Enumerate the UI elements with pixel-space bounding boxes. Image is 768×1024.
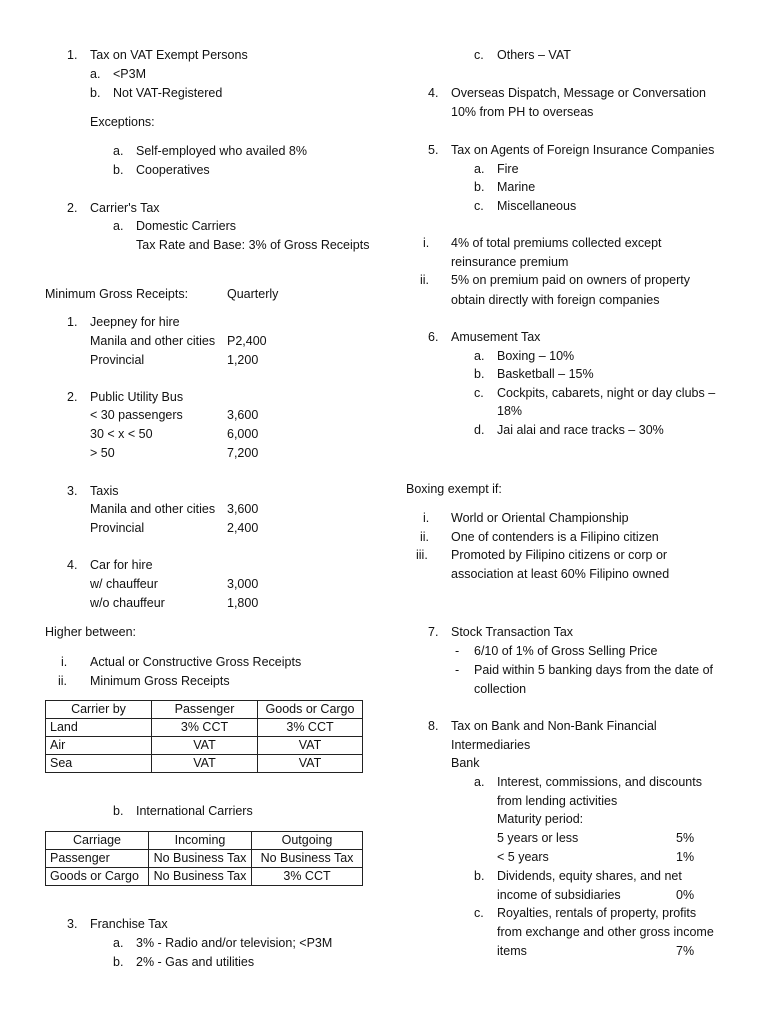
- list-marker: c.: [474, 48, 484, 62]
- section-heading-carriers-tax: Carrier's Tax: [90, 201, 160, 215]
- list-item: Dividends, equity shares, and net: [497, 869, 682, 883]
- list-marker: 1.: [67, 315, 78, 329]
- list-marker: 6.: [428, 330, 439, 344]
- rate-label: Manila and other cities: [90, 334, 216, 348]
- list-marker: a.: [113, 219, 124, 233]
- list-marker: b.: [474, 869, 485, 883]
- list-item: Miscellaneous: [497, 199, 577, 213]
- table-header-row: [46, 832, 363, 850]
- list-item: Self-employed who availed 8%: [136, 144, 307, 158]
- table-header-cell: Passenger: [152, 701, 258, 719]
- rate-value: 3,600: [227, 408, 259, 422]
- list-marker: 3.: [67, 484, 78, 498]
- list-marker: c.: [474, 906, 484, 920]
- list-marker: i.: [423, 511, 430, 525]
- table-header-cell: Incoming: [149, 832, 252, 850]
- section-heading-vat-exempt: Tax on VAT Exempt Persons: [90, 48, 248, 62]
- period-label: Quarterly: [227, 287, 279, 301]
- list-marker: b.: [474, 367, 485, 381]
- list-item: Others – VAT: [497, 48, 571, 62]
- table-cell: Air: [46, 737, 152, 755]
- vehicle-heading: Public Utility Bus: [90, 390, 184, 404]
- table-cell: VAT: [258, 737, 363, 755]
- list-item: World or Oriental Championship: [451, 511, 629, 525]
- list-item: Royalties, rentals of property, profits: [497, 906, 697, 920]
- table-header-cell: Goods or Cargo: [258, 701, 363, 719]
- rate-value: 7,200: [227, 446, 259, 460]
- list-item: 4% of total premiums collected except: [451, 236, 662, 250]
- vehicle-heading: Car for hire: [90, 558, 153, 572]
- list-marker: b.: [113, 955, 124, 969]
- rate-value: 3,600: [227, 502, 259, 516]
- rate-label: < 30 passengers: [90, 408, 183, 422]
- list-marker: ii.: [420, 530, 430, 544]
- bank-subheading: Bank: [451, 756, 480, 770]
- table-row: [46, 737, 363, 755]
- list-marker: d.: [474, 423, 485, 437]
- rate-value: 2,400: [227, 521, 259, 535]
- list-item: Actual or Constructive Gross Receipts: [90, 655, 302, 669]
- section-heading-amusement-tax: Amusement Tax: [451, 330, 541, 344]
- table-row: [46, 850, 363, 868]
- section-heading-overseas: Overseas Dispatch, Message or Conversation: [451, 86, 706, 100]
- list-item: <P3M: [113, 67, 147, 81]
- list-item: Interest, commissions, and discounts: [497, 775, 702, 789]
- list-marker: iii.: [416, 548, 428, 562]
- list-marker: 2.: [67, 201, 78, 215]
- list-marker: c.: [474, 386, 484, 400]
- section-heading-bank-tax: Tax on Bank and Non-Bank Financial: [451, 719, 657, 733]
- list-marker: 4.: [67, 558, 78, 572]
- table-header-cell: Carrier by: [46, 701, 152, 719]
- list-item-continued: collection: [474, 682, 527, 696]
- list-item: One of contenders is a Filipino citizen: [451, 530, 659, 544]
- list-marker: a.: [474, 775, 485, 789]
- table-cell: VAT: [152, 755, 258, 773]
- vehicle-heading: Jeepney for hire: [90, 315, 180, 329]
- vehicle-heading: Taxis: [90, 484, 119, 498]
- list-item-continued: obtain directly with foreign companies: [451, 293, 660, 307]
- table-row: [46, 755, 363, 773]
- list-marker: a.: [474, 162, 485, 176]
- minimum-gross-receipts-label: Minimum Gross Receipts:: [45, 287, 189, 301]
- table-header-row: [46, 701, 363, 719]
- list-item: Jai alai and race tracks – 30%: [497, 423, 664, 437]
- table-cell: No Business Tax: [149, 850, 252, 868]
- table-header-cell: Carriage: [46, 832, 149, 850]
- rate-label: w/o chauffeur: [90, 596, 165, 610]
- table-row: [46, 719, 363, 737]
- list-item: 3% - Radio and/or television; <P3M: [136, 936, 333, 950]
- table-cell: No Business Tax: [149, 868, 252, 886]
- list-item-continued: from exchange and other gross income: [497, 925, 714, 939]
- maturity-label: Maturity period:: [497, 812, 584, 826]
- list-item: Marine: [497, 180, 536, 194]
- table-cell: VAT: [258, 755, 363, 773]
- list-item-continued: income of subsidiaries: [497, 888, 621, 902]
- list-item: Not VAT-Registered: [113, 86, 223, 100]
- list-item: Promoted by Filipino citizens or corp or: [451, 548, 668, 562]
- list-item: Basketball – 15%: [497, 367, 594, 381]
- rate-label: 5 years or less: [497, 831, 579, 845]
- list-item: Paid within 5 banking days from the date of: [474, 663, 714, 677]
- list-marker: a.: [113, 936, 124, 950]
- tax-rate-text: Tax Rate and Base: 3% of Gross Receipts: [136, 238, 370, 252]
- exceptions-heading: Exceptions:: [90, 115, 155, 129]
- tax-rate-text: 10% from PH to overseas: [451, 105, 594, 119]
- list-marker: 4.: [428, 86, 439, 100]
- table-cell: 3% CCT: [252, 868, 363, 886]
- section-heading-franchise-tax: Franchise Tax: [90, 917, 168, 931]
- rate-value: 5%: [676, 831, 695, 845]
- list-marker: 3.: [67, 917, 78, 931]
- section-heading-foreign-insurance: Tax on Agents of Foreign Insurance Companies: [451, 143, 715, 157]
- list-marker: b.: [90, 86, 101, 100]
- list-item: Domestic Carriers: [136, 219, 237, 233]
- list-marker: ii.: [58, 674, 68, 688]
- rate-label: Provincial: [90, 353, 145, 367]
- domestic-carrier-table: [45, 700, 363, 773]
- section-heading-continued: Intermediaries: [451, 738, 531, 752]
- table-cell: 3% CCT: [258, 719, 363, 737]
- list-item: Fire: [497, 162, 519, 176]
- list-marker: 8.: [428, 719, 439, 733]
- table-cell: Sea: [46, 755, 152, 773]
- list-item: Cooperatives: [136, 163, 210, 177]
- list-item-continued: 18%: [497, 404, 523, 418]
- list-item: International Carriers: [136, 804, 253, 818]
- rate-value: P2,400: [227, 334, 267, 348]
- table-cell: Passenger: [46, 850, 149, 868]
- rate-value: 6,000: [227, 427, 259, 441]
- list-marker: b.: [113, 163, 124, 177]
- list-marker: 5.: [428, 143, 439, 157]
- higher-between-label: Higher between:: [45, 625, 137, 639]
- rate-value: 1,800: [227, 596, 259, 610]
- list-marker: ii.: [420, 273, 430, 287]
- list-item: 2% - Gas and utilities: [136, 955, 255, 969]
- rate-value: 1%: [676, 850, 695, 864]
- list-marker: 2.: [67, 390, 78, 404]
- rate-label: Provincial: [90, 521, 145, 535]
- rate-label: < 5 years: [497, 850, 549, 864]
- list-item: Boxing – 10%: [497, 349, 575, 363]
- list-marker: i.: [61, 655, 68, 669]
- list-item: 5% on premium paid on owners of property: [451, 273, 691, 287]
- rate-label: 30 < x < 50: [90, 427, 153, 441]
- table-row: [46, 868, 363, 886]
- list-marker: a.: [474, 349, 485, 363]
- rate-label: Manila and other cities: [90, 502, 216, 516]
- table-cell: 3% CCT: [152, 719, 258, 737]
- list-marker: 7.: [428, 625, 439, 639]
- list-marker: b.: [113, 804, 124, 818]
- rate-value: 1,200: [227, 353, 259, 367]
- list-marker: 1.: [67, 48, 78, 62]
- boxing-exempt-heading: Boxing exempt if:: [406, 482, 502, 496]
- list-item-continued: reinsurance premium: [451, 255, 569, 269]
- list-marker: -: [455, 663, 460, 677]
- table-cell: Goods or Cargo: [46, 868, 149, 886]
- rate-label: > 50: [90, 446, 115, 460]
- list-marker: a.: [90, 67, 101, 81]
- section-heading-stock-transaction: Stock Transaction Tax: [451, 625, 574, 639]
- table-cell: Land: [46, 719, 152, 737]
- table-cell: VAT: [152, 737, 258, 755]
- table-cell: No Business Tax: [252, 850, 363, 868]
- list-marker: -: [455, 644, 460, 658]
- rate-value: 7%: [676, 944, 695, 958]
- list-item: Cockpits, cabarets, night or day clubs –: [497, 386, 716, 400]
- list-item: 6/10 of 1% of Gross Selling Price: [474, 644, 658, 658]
- list-item-continued: from lending activities: [497, 794, 618, 808]
- list-item-continued: items: [497, 944, 527, 958]
- rate-value: 0%: [676, 888, 695, 902]
- table-header-cell: Outgoing: [252, 832, 363, 850]
- rate-label: w/ chauffeur: [90, 577, 158, 591]
- list-item-continued: association at least 60% Filipino owned: [451, 567, 670, 581]
- list-item: Minimum Gross Receipts: [90, 674, 230, 688]
- international-carrier-table: [45, 831, 363, 886]
- rate-value: 3,000: [227, 577, 259, 591]
- list-marker: c.: [474, 199, 484, 213]
- list-marker: b.: [474, 180, 485, 194]
- list-marker: a.: [113, 144, 124, 158]
- list-marker: i.: [423, 236, 430, 250]
